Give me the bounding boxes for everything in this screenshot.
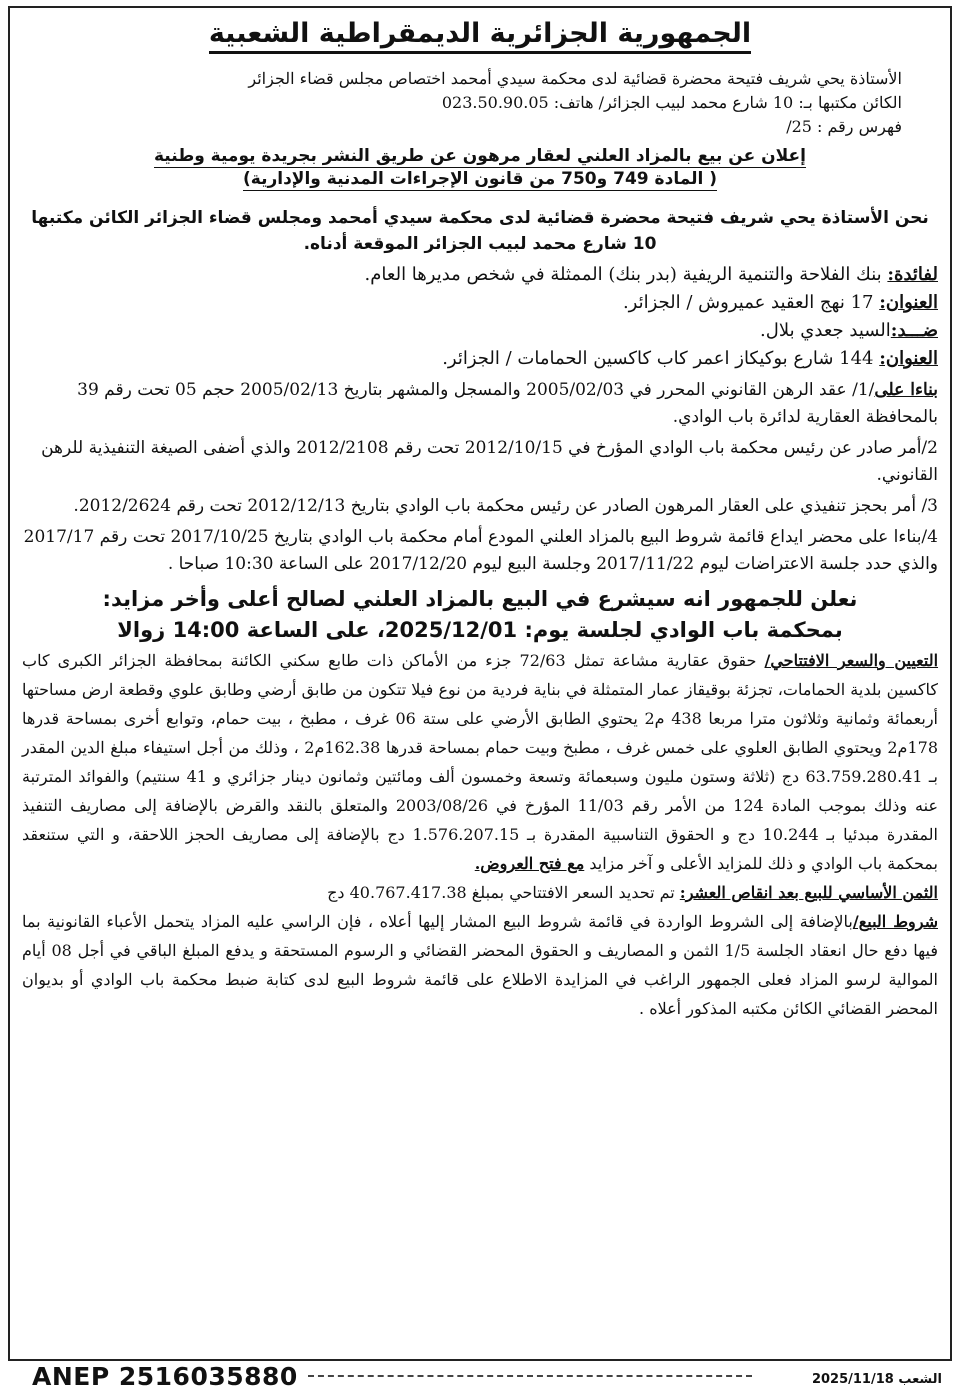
designation-text: حقوق عقارية مشاعة تمثل 72/63 جزء من الأماكن ذات طابع سكني الكائنة بمحافظة الجزائر الكبرى كاب كاكسين بلدية الحمامات، تجزئة بوقيقاز عمار المتمثلة في بناية فردية من نوع فيلا تتكون من طابق أرضي وطابق علوي وقطعة ارض مساحتها أربعمائة وثمانية وثلاثون مترا مربعا 438 م2 يحتوي الطابق الأرضي على ستة 06 غرف ، مطبخ ، بيت حمام، وتوابع أخرى بمساحة قدرها 178م2 ويحتوي الطابق العلوي على خمس غرف ، مطبخ وبيت حمام بمساحة قدرها 162.38م2 ، وذلك من أجل استيفاء مبلغ الدين المقدر بـ 63.759.280.41 دج (ثلاثة وستون مليون وسبعمائة وتسعة وخمسون ألف ومائتين وثمانون دينار جزائري و 41 سنتيم) والفوائد المترتبة عنه وذلك بموجب المادة 124 من الأمر رقم 11/03 المؤرخ في 2003/08/26 والمتعلق بالنقد والقرض بالإضافة إلى مصاريف التنفيذ المقدرة مبدئيا بـ 10.244 دج و الحقوق التناسبية المقدرة بـ 1.576.207.15 دج بالإضافة إلى مصاريف الحجز اللاحقة، و التي ستنعقد بمحكمة باب الوادي و ذلك للمزايد الأعلى و آخر مزايد: [22, 651, 939, 873]
base-price-paragraph: [22, 878, 938, 907]
announcement-line-2: بمحكمة باب الوادي لجلسة يوم: 2025/12/01، على الساعة 14:00 زوالا: [117, 618, 843, 642]
subject-block: [22, 145, 938, 191]
page-footer: [8, 1361, 952, 1395]
announcement-line-1: نعلن للجمهور انه سيشرع في البيع بالمزاد العلني لصالح أعلى وأخر مزايد:: [102, 587, 858, 611]
basis-label: بناءا على: [874, 380, 938, 400]
footer-divider: [308, 1375, 752, 1377]
designation-paragraph: [22, 646, 938, 878]
base-price-label: الثمن الأساسي للبيع بعد انقاص العشر:: [679, 883, 938, 902]
address2-value: 144 شارع بوكيكاز اعمر كاب كاكسين الحمامات / الجزائر.: [442, 348, 880, 369]
subject-line-1: إعلان عن بيع بالمزاد العلني لعقار مرهون عن طريق النشر بجريدة يومية وطنية: [154, 146, 806, 166]
document-content: [22, 10, 938, 1023]
beneficiary-label: لفائدة:: [887, 264, 938, 285]
address1-label: العنوان:: [879, 292, 938, 313]
basis-item-3: 3/ أمر بحجز تنفيذي على العقار المرهون الصادر عن رئيس محكمة باب الوادي بتاريخ 2012/12/13 تحت رقم 2012/2624.: [73, 496, 938, 516]
publication-date: الشعب 2025/11/18: [811, 1372, 942, 1387]
against-label: ضـــد:: [890, 320, 938, 341]
republic-title-text: الجمهورية الجزائرية الديمقراطية الشعبية: [209, 18, 751, 54]
auction-announcement: [22, 584, 938, 646]
bailiff-line: الأستاذة يحي شريف فتيحة محضرة قضائية لدى محكمة سيدي أمحمد اختصاص مجلس قضاء الجزائر: [248, 69, 902, 88]
basis-block: [22, 377, 938, 578]
conditions-text: بالإضافة إلى الشروط الواردة في قائمة شروط البيع المشار إليها أعلاه ، فإن الراسي عليه المزاد يتحمل الأعباء القانونية بما فيها دفع حال انعقاد الجلسة 1/5 الثمن و المصاريف و الحقوق المحضر القضائي و الرسوم المستحقة و يدفع المبلغ الباقي في أجل 08 أيام الموالية لرسو المزاد فعلى الجمهور الراغب في المزايدة الاطلاع على قائمة شروط البيع لدى كتابة ضبط محكمة باب الوادي أو بديوان المحضر القضائي الكائن مكتبه المذكور أعلاه .: [22, 912, 939, 1018]
basis-item-1-text: /1/ عقد الرهن القانوني المحرر في 2005/02/03 والمسجل والمشهر بتاريخ 2005/02/13 حجم 05 تحت رقم 39 بالمحافظة العقارية لدائرة باب الوادي.: [77, 380, 938, 427]
republic-title: [22, 18, 938, 49]
designation-label: التعيين والسعر الافتتاحي/: [764, 651, 939, 670]
basis-item-2: 2/أمر صادر عن رئيس محكمة باب الوادي المؤرخ في 2012/10/15 تحت رقم 2012/2108 والذي أضفى الصيغة التنفيذية للرهن القانوني.: [41, 438, 938, 485]
conditions-label: شروط البيع/: [852, 912, 938, 931]
address2-label: العنوان:: [879, 348, 938, 369]
against-row: [22, 317, 938, 345]
address1-value: 17 نهج العقيد عميروش / الجزائر.: [622, 292, 880, 313]
subject-line-2: ( المادة 749 و750 من قانون الإجراءات المدنية والإدارية): [243, 169, 717, 189]
address-line: الكائن مكتبها بـ: 10 شارع محمد لبيب الجزائر/ هاتف: 023.50.90.05: [441, 93, 902, 112]
intro-paragraph: نحن الأستاذة يحي شريف فتيحة محضرة قضائية لدى محكمة سيدي أمحمد ومجلس قضاء الجزائر الكائن مكتبها 10 شارع محمد لبيب الجزائر الموقعة أدناه.: [31, 208, 929, 254]
address1-row: [22, 289, 938, 317]
anep-number: ANEP 2516035880: [32, 1362, 298, 1391]
beneficiary-row: [22, 261, 938, 289]
index-line: فهرس رقم : 25/: [786, 117, 902, 136]
address2-row: [22, 345, 938, 373]
base-price-text: تم تحديد السعر الافتتاحي بمبلغ 40.767.417.38 دج: [327, 883, 680, 902]
parties-block: [22, 261, 938, 373]
basis-item-1: [22, 377, 938, 431]
against-value: السيد جعدي بلال.: [760, 320, 891, 341]
bailiff-header: [22, 67, 938, 139]
basis-item-4: 4/بناءا على محضر ايداع قائمة شروط البيع بالمزاد العلني المودع أمام محكمة باب الوادي بتاريخ 2017/10/25 تحت رقم 2017/17 والذي حدد جلسة الاعتراضات ليوم 2017/11/22 وجلسة البيع ليوم 2017/12/20 على الساعة 10:30 صباحا .: [23, 527, 938, 574]
designation-tail: مع فتح العروض.: [474, 854, 585, 873]
beneficiary-value: بنك الفلاحة والتنمية الريفية (بدر بنك) الممثلة في شخص مديرها العام.: [364, 264, 888, 285]
details-block: [22, 646, 938, 1023]
conditions-paragraph: [22, 907, 938, 1023]
